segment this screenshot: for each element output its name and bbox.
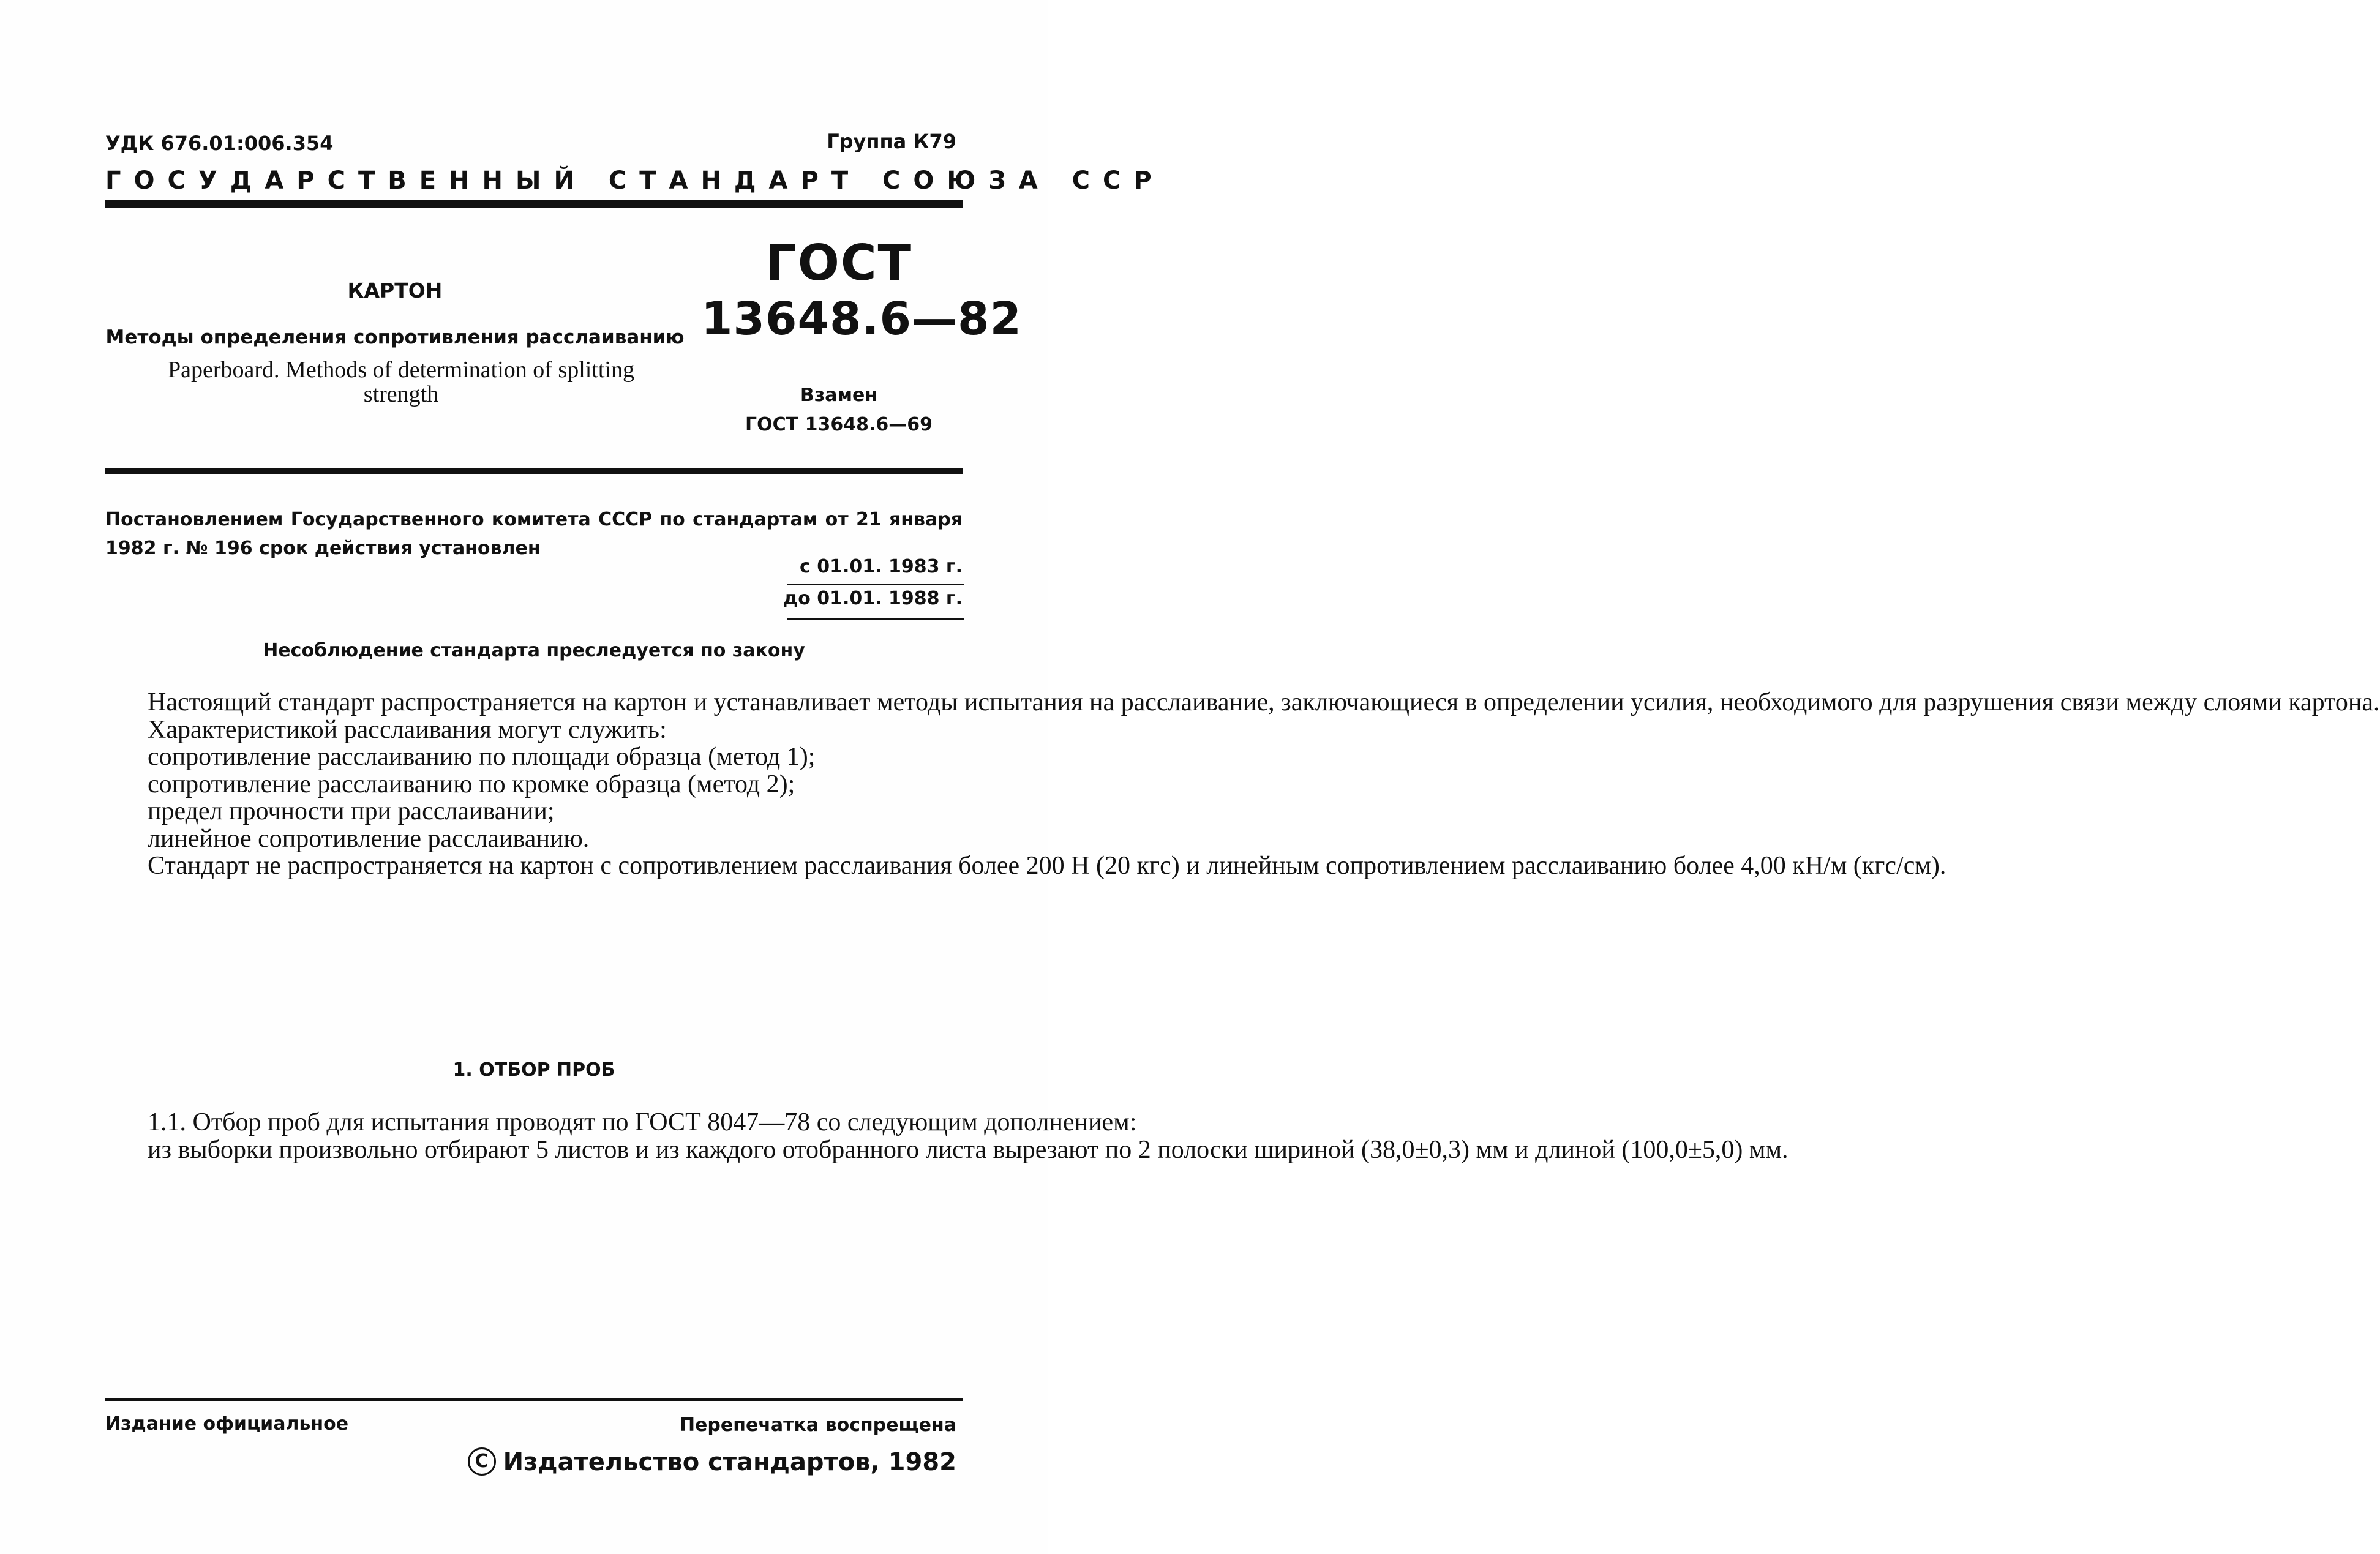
list-item: сопротивление расслаиванию по кромке образца (метод 2); (148, 770, 795, 798)
replaces-label: Взамен (800, 385, 878, 406)
intro-paragraph: Настоящий стандарт распространяется на картон и устанавливает методы испытания на расслаивание, заключающиеся в определении усилия, необходимого для разрушения связи между слоями картона. (148, 688, 2380, 716)
english-title: Paperboard. Methods of determination of splitting strength (168, 357, 634, 407)
legal-notice: Несоблюдение стандарта преследуется по закону (263, 640, 805, 661)
gost-label: ГОСТ (765, 235, 913, 291)
section-heading: 1. ОТБОР ПРОБ (452, 1059, 615, 1081)
intro-body (105, 688, 2380, 880)
scope-limit-paragraph: Стандарт не распространяется на картон с сопротивлением расслаивания более 200 Н (20 кгс) и линейным сопротивлением расслаиванию более 4,00 кН/м (кгс/см). (148, 852, 1946, 880)
official-edition: Издание официальное (105, 1413, 349, 1435)
middle-rule (105, 468, 963, 474)
publisher-line (468, 1448, 956, 1477)
gost-number: 13648.6—82 (701, 293, 1023, 345)
valid-to-date: до 01.01. 1988 г. (783, 588, 963, 609)
reprint-prohibited: Перепечатка воспрещена (679, 1414, 956, 1436)
characteristics-intro: Характеристикой расслаивания могут служить: (148, 715, 667, 744)
decree-text: Постановлением Государственного комитета СССР по стандартам от 21 января 1982 г. № 196 срок действия установлен (105, 509, 963, 559)
valid-from-date: с 01.01. 1983 г. (800, 556, 963, 577)
replaced-standard: ГОСТ 13648.6—69 (745, 414, 933, 435)
section-body (105, 1108, 1789, 1164)
valid-from-underline (787, 584, 964, 585)
list-item: линейное сопротивление расслаиванию. (148, 824, 590, 853)
copyright-icon: C (468, 1447, 496, 1476)
document-subtitle: Методы определения сопротивления расслаиванию (105, 326, 685, 348)
state-standard-title: ГОСУДАРСТВЕННЫЙ СТАНДАРТ СОЮЗА ССР (105, 167, 1165, 195)
publisher-name: Издательство стандартов, 1982 (503, 1448, 956, 1476)
list-item: предел прочности при расслаивании; (148, 797, 555, 825)
udk-code: УДК 676.01:006.354 (105, 132, 334, 155)
clause-paragraph: 1.1. Отбор проб для испытания проводят по ГОСТ 8047—78 со следующим дополнением: (148, 1108, 1137, 1136)
top-rule (105, 200, 963, 208)
group-code: Группа К79 (827, 130, 956, 153)
document-title: КАРТОН (347, 279, 443, 302)
clause-paragraph: из выборки произвольно отбирают 5 листов и из каждого отобранного листа вырезают по 2 полоски шириной (38,0±0,3) мм и длиной (100,0±5,0) мм. (148, 1135, 1789, 1164)
bottom-rule (105, 1398, 963, 1401)
list-item: сопротивление расслаиванию по площади образца (метод 1); (148, 743, 816, 771)
valid-to-underline (787, 618, 964, 620)
